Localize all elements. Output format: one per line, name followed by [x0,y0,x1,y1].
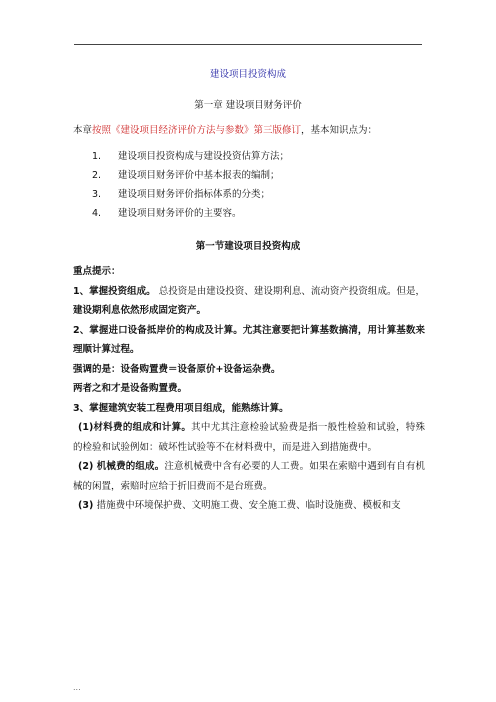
paragraph-material-cost [73,418,425,457]
list-text: 建设项目财务评价指标体系的分类； [118,189,271,200]
paragraph-text: 总投资是由建设投资、建设期利息、流动资产投资组成。但是， [155,285,425,297]
list-number: 2. [92,170,102,181]
list-number: 3. [92,189,102,200]
knowledge-point-list [92,147,289,223]
paragraph-investment [73,282,425,321]
section-title: 第一节建设项目投资构成 [195,241,301,252]
paragraph-equipment-sum: 两者之和才是设备购置费。 [73,383,188,394]
paragraph-lead: (3) [78,500,97,511]
paragraph-equipment-formula: 强调的是：设备购置费＝设备原价+设备运杂费。 [73,363,281,375]
paragraph-text: 措施费中环境保护费、文明施工费、安全施工费、临时设施费、模板和支 [96,500,401,511]
intro-suffix: ，基本知识点为： [301,125,378,136]
paragraph-lead: (2) 机械费的组成。 [78,461,165,472]
list-number: 4. [92,208,102,219]
paragraph-import-equipment: 2、掌握进口设备抵岸价的构成及计算。尤其注意要把计算基数搞清，用计算基数来理顺计算过程。 [73,324,425,355]
list-number: 1. [92,151,102,162]
document-body [73,262,425,516]
paragraph-construction-cost: 3、掌握建筑安装工程费用项目组成，能熟练计算。 [73,402,289,414]
document-title: 建设项目投资构成 [209,69,286,80]
paragraph-emphasis: 建设期利息依然形成固定资产。 [73,305,207,316]
page-footer: ... [73,683,81,692]
paragraph-text: 注意机械费中含有必要的人工费。如果在索赔中遇到有自有机械的闲置，索赔时应给于折旧费而不是台班费。 [73,461,425,492]
intro-prefix: 本章 [73,125,93,136]
paragraph-lead: (1)材料费的组成和计算。 [78,422,192,433]
paragraph-lead: 1、掌握投资组成。 [73,285,156,297]
list-item [92,147,289,166]
list-item [92,166,289,185]
list-text: 建设项目财务评价中基本报表的编制； [118,170,280,181]
list-item [92,204,289,223]
header-rule [74,44,422,45]
paragraph-machinery-cost [73,457,425,496]
chapter-title: 第一章 建设项目财务评价 [194,100,302,111]
list-text: 建设项目投资构成与建设投资估算方法； [118,151,290,162]
paragraph-measures-cost [73,496,425,516]
list-text: 建设项目财务评价的主要容。 [118,208,242,219]
intro-paragraph [73,122,377,136]
key-points-heading: 重点提示： [73,266,121,277]
list-item [92,185,289,204]
paragraph-text: 其中尤其注意检验试验费是指一般性检验和试验，特殊的检验和试验例如：破坏性试验等不在材料费中，而是进入到措施费中。 [73,422,425,453]
intro-highlight: 按照《建设项目经济评价方法与参数》第三版修订 [92,125,302,136]
